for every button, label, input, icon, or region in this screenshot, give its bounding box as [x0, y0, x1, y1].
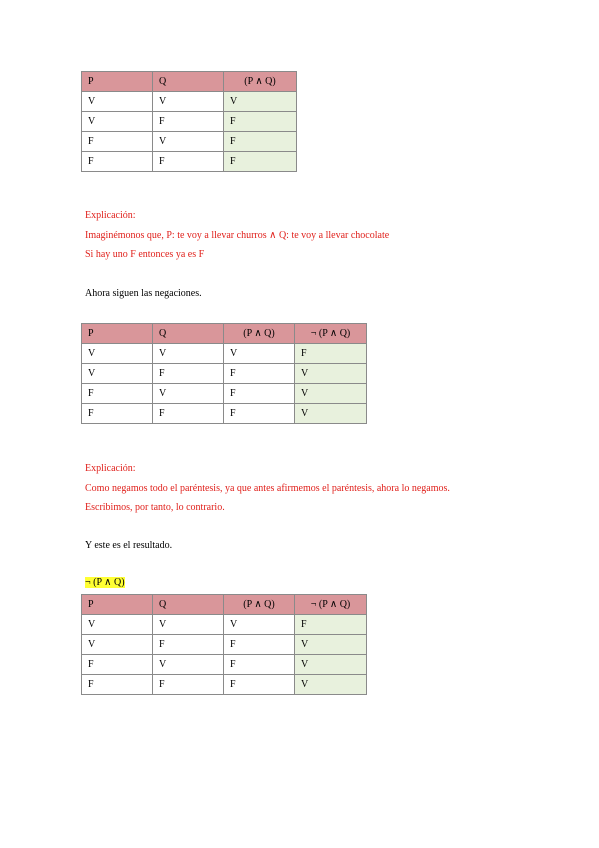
cell-p: V [82, 112, 153, 132]
cell-q: V [153, 615, 224, 635]
cell-p: V [82, 364, 153, 384]
explanation-line: Escribimos, por tanto, lo contrario. [85, 502, 225, 513]
cell-p-and-q: F [224, 675, 295, 695]
header-p: P [82, 595, 153, 615]
header-p: P [82, 72, 153, 92]
cell-q: V [153, 92, 224, 112]
explanation-title: Explicación: [85, 210, 136, 221]
cell-q: V [153, 655, 224, 675]
cell-not-p-and-q: V [295, 635, 367, 655]
result-label [85, 577, 125, 589]
explanation-title: Explicación: [85, 463, 136, 474]
cell-q: F [153, 152, 224, 172]
cell-p: F [82, 655, 153, 675]
cell-p-and-q: F [224, 112, 297, 132]
table-row [82, 615, 367, 635]
cell-not-p-and-q: V [295, 655, 367, 675]
header-not-p-and-q: ¬ (P ∧ Q) [295, 324, 367, 344]
cell-p-and-q: F [224, 132, 297, 152]
cell-q: V [153, 384, 224, 404]
table-row [82, 675, 367, 695]
header-p-and-q: (P ∧ Q) [224, 72, 297, 92]
cell-not-p-and-q: V [295, 404, 367, 424]
cell-q: F [153, 675, 224, 695]
cell-p-and-q: F [224, 404, 295, 424]
table-row [82, 152, 297, 172]
cell-q: F [153, 112, 224, 132]
cell-p: V [82, 635, 153, 655]
table-header-row [82, 72, 297, 92]
cell-p-and-q: F [224, 635, 295, 655]
truth-table-result [81, 594, 367, 695]
cell-p: F [82, 384, 153, 404]
table-row [82, 404, 367, 424]
explanation-line: Si hay uno F entonces ya es F [85, 249, 205, 260]
table-row [82, 655, 367, 675]
header-q: Q [153, 595, 224, 615]
cell-not-p-and-q: F [295, 344, 367, 364]
cell-q: V [153, 344, 224, 364]
header-not-p-and-q: ¬ (P ∧ Q) [295, 595, 367, 615]
cell-p-and-q: V [224, 344, 295, 364]
header-p: P [82, 324, 153, 344]
table-row [82, 344, 367, 364]
cell-p-and-q: F [224, 152, 297, 172]
highlighted-formula: ¬ (P ∧ Q) [85, 577, 125, 588]
cell-p: F [82, 132, 153, 152]
truth-table-conjunction [81, 71, 297, 172]
explanation-line: Como negamos todo el paréntesis, ya que antes afirmemos el paréntesis, ahora lo negamos. [85, 483, 450, 494]
truth-table-negation [81, 323, 367, 424]
cell-p: V [82, 344, 153, 364]
header-p-and-q: (P ∧ Q) [224, 324, 295, 344]
table-row [82, 384, 367, 404]
table-header-row [82, 595, 367, 615]
explanation-line: Imaginémonos que, P: te voy a llevar churros ∧ Q: te voy a llevar chocolate [85, 230, 390, 241]
cell-q: V [153, 132, 224, 152]
cell-not-p-and-q: V [295, 675, 367, 695]
cell-p: V [82, 615, 153, 635]
cell-p-and-q: V [224, 92, 297, 112]
cell-p-and-q: F [224, 384, 295, 404]
cell-q: F [153, 364, 224, 384]
cell-p: F [82, 675, 153, 695]
cell-p-and-q: V [224, 615, 295, 635]
table-row [82, 132, 297, 152]
cell-p-and-q: F [224, 655, 295, 675]
cell-not-p-and-q: F [295, 615, 367, 635]
table-row [82, 92, 297, 112]
cell-p: V [82, 92, 153, 112]
cell-p: F [82, 404, 153, 424]
cell-p-and-q: F [224, 364, 295, 384]
table-row [82, 364, 367, 384]
table-row [82, 112, 297, 132]
header-p-and-q: (P ∧ Q) [224, 595, 295, 615]
cell-q: F [153, 404, 224, 424]
table-header-row [82, 324, 367, 344]
table-row [82, 635, 367, 655]
header-q: Q [153, 324, 224, 344]
cell-p: F [82, 152, 153, 172]
cell-not-p-and-q: V [295, 384, 367, 404]
cell-q: F [153, 635, 224, 655]
header-q: Q [153, 72, 224, 92]
cell-not-p-and-q: V [295, 364, 367, 384]
negation-intro: Ahora siguen las negaciones. [85, 288, 202, 299]
result-intro: Y este es el resultado. [85, 540, 173, 551]
